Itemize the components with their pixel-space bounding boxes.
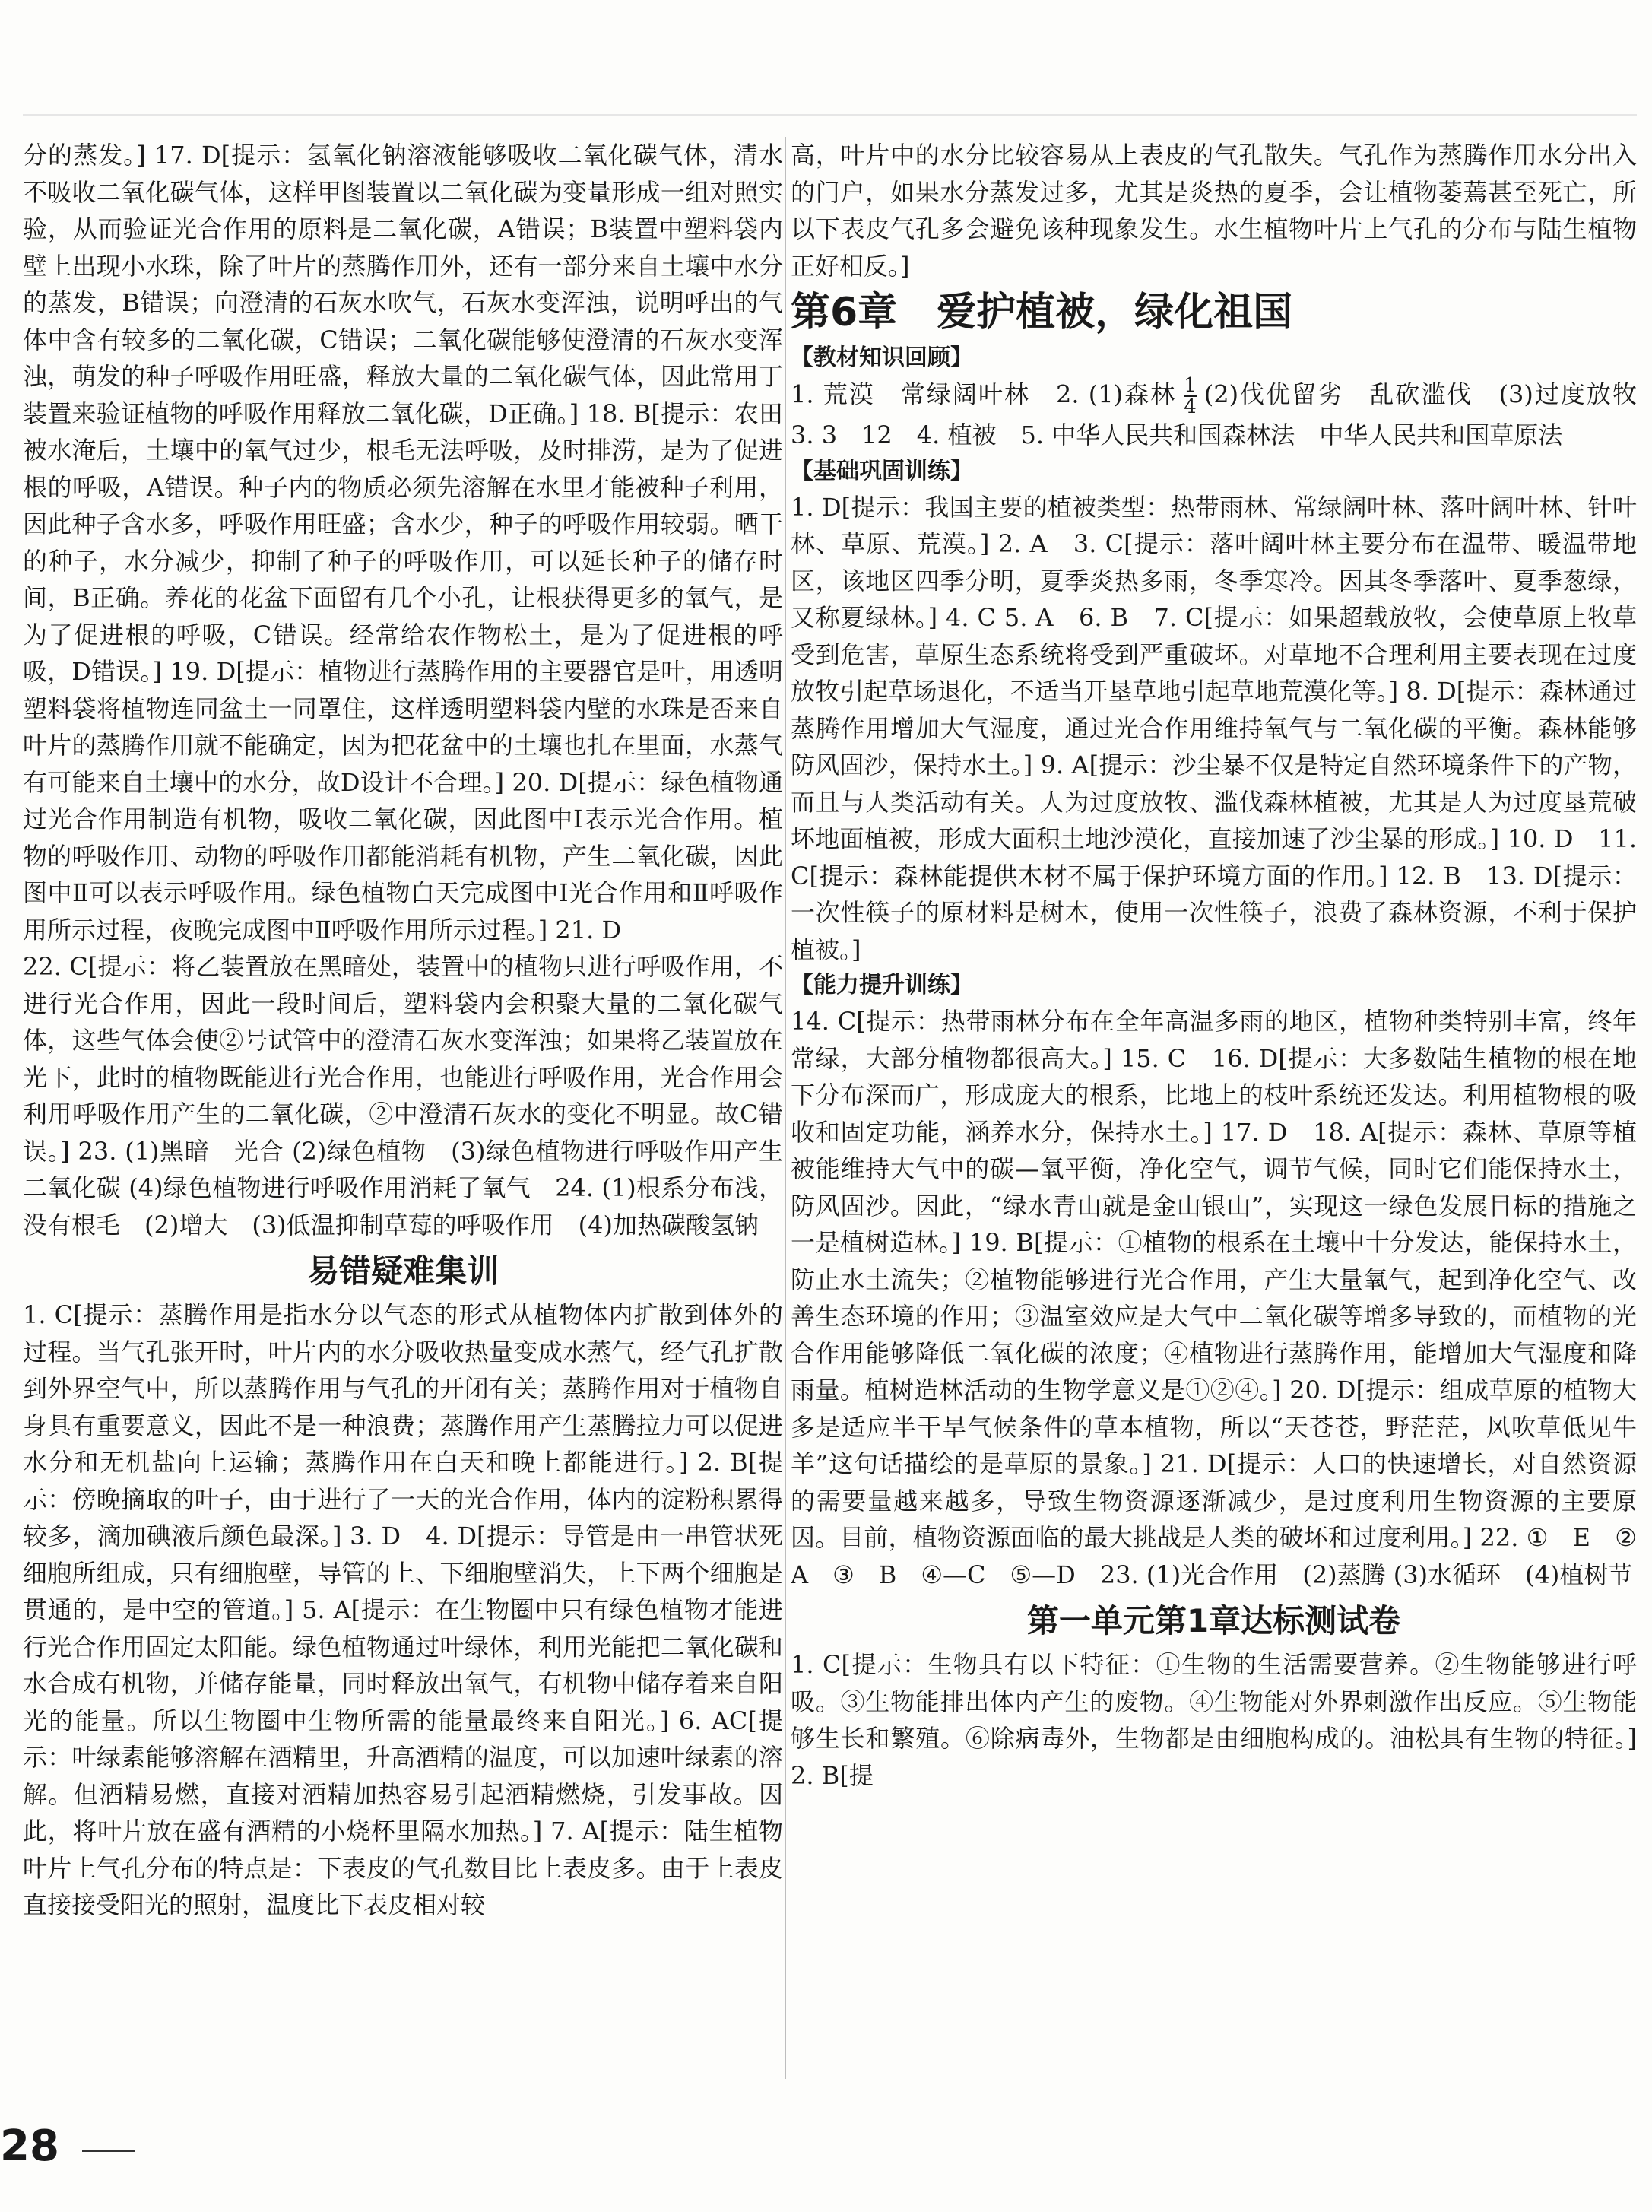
section-title-errors: 易错疑难集训 bbox=[306, 1252, 499, 1290]
subheading-advanced-training: 【能力提升训练】 bbox=[791, 972, 973, 998]
left-paragraph-1: 分的蒸发。] 17. D[提示：氢氧化钠溶液能够吸收二氧化碳气体，清水不吸收二氧化碳气体，这样甲图装置以二氧化碳为变量形成一组对照实验，从而验证光合作用的原料是二氧化碳，A错误；B装置中塑料袋内壁上出现小水珠，除了叶片的蒸腾作用外，还有一部分来自土壤中水分的蒸发，B错误；向澄清的石灰水吹气，石灰水变浑浊，说明呼出的气体中含有较多的二氧化碳，C错误；二氧化碳能够使澄清的石灰水变浑浊，萌发的种子呼吸作用旺盛，释放大量的二氧化碳气体，因此常用丁装置来验证植物的呼吸作用释放二氧化碳，D正确。] 18. B[提示：农田被水淹后，土壤中的氧气过少，根毛无法呼吸，及时排涝，是为了促进根的呼吸，A错误。种子内的物质必须先溶解在水里才能被种子利用，因此种子含水多，呼吸作用旺盛；含水少，种子的呼吸作用较弱。晒干的种子，水分减少，抑制了种子的呼吸作用，可以延长种子的储存时间，B正确。养花的花盆下面留有几个小孔，让根获得更多的氧气，是为了促进根的呼吸，C错误。经常给农作物松土，是为了促进根的呼吸，D错误。] 19. D[提示：植物进行蒸腾作用的主要器官是叶，用透明塑料袋将植物连同盆土一同罩住，这样透明塑料袋内壁的水珠是否来自叶片的蒸腾作用就不能确定，因为把花盆中的土壤也扎在里面，水蒸气有可能来自土壤中的水分，故D设计不合理。] 20. D[提示：绿色植物通过光合作用制造有机物，吸收二氧化碳，因此图中Ⅰ表示光合作用。植物的呼吸作用、动物的呼吸作用都能消耗有机物，产生二氧化碳，因此图中Ⅱ可以表示呼吸作用。绿色植物白天完成图中Ⅰ光合作用和Ⅱ呼吸作用所示过程，夜晚完成图中Ⅱ呼吸作用所示过程。] 21. D bbox=[23, 141, 783, 944]
left-column bbox=[23, 137, 783, 2079]
right-column bbox=[791, 137, 1637, 2079]
answer-text-b: (2)伐优留劣 乱砍滥伐 (3)过度放牧 3. 3 12 4. 植被 5. 中华人民共和国森林法 中华人民共和国草原法 bbox=[791, 379, 1637, 449]
right-paragraph-3: 1. D[提示：我国主要的植被类型：热带雨林、常绿阔叶林、落叶阔叶林、针叶林、草原、荒漠。] 2. A 3. C[提示：落叶阔叶林主要分布在温带、暖温带地区，该地区四季分明，夏季炎热多雨，冬季寒冷。因其冬季落叶、夏季葱绿，又称夏绿林。] 4. C 5. A 6. B 7. C[提示：如果超载放牧，会使草原上牧草受到危害，草原生态系统将受到严重破坏。对草地不合理利用主要表现在过度放牧引起草场退化，不适当开垦草地引起草地荒漠化等。] 8. D[提示：森林通过蒸腾作用增加大气湿度，通过光合作用维持氧气与二氧化碳的平衡。森林能够防风固沙，保持水土。] 9. A[提示：沙尘暴不仅是特定自然环境条件下的产物，而且与人类活动有关。人为过度放牧、滥伐森林植被，尤其是人为过度垦荒破坏地面植被，形成大面积土地沙漠化，直接加速了沙尘暴的形成。] 10. D 11. C[提示：森林能提供木材不属于保护环境方面的作用。] 12. B 13. D[提示：一次性筷子的原材料是树木，使用一次性筷子，浪费了森林资源，不利于保护植被。] bbox=[791, 492, 1637, 964]
right-paragraph-2 bbox=[791, 376, 1637, 454]
subheading-basic-training: 【基础巩固训练】 bbox=[791, 457, 973, 484]
page-number-dash bbox=[82, 2150, 135, 2152]
subheading-textbook-review: 【教材知识回顾】 bbox=[791, 344, 973, 371]
right-paragraph-5: 1. C[提示：生物具有以下特征：①生物的生活需要营养。②生物能够进行呼吸。③生物能排出体内产生的废物。④生物能对外界刺激作出反应。⑤生物能够生长和繁殖。⑥除病毒外，生物都是由细胞构成的。油松具有生物的特征。] 2. B[提 bbox=[791, 1650, 1637, 1790]
right-paragraph-4: 14. C[提示：热带雨林分布在全年高温多雨的地区，植物种类特别丰富，终年常绿，大部分植物都很高大。] 15. C 16. D[提示：大多数陆生植物的根在地下分布深而广，形成庞大的根系，比地上的枝叶系统还发达。利用植物根的吸收和固定功能，涵养水分，保持水土。] 17. D 18. A[提示：森林、草原等植被能维持大气中的碳—氧平衡，净化空气，调节气候，同时它们能保持水土，防风固沙。因此，“绿水青山就是金山银山”，实现这一绿色发展目标的措施之一是植树造林。] 19. B[提示：①植物的根系在土壤中十分发达，能保持水土，防止水土流失；②植物能够进行光合作用，产生大量氧气，起到净化空气、改善生态环境的作用；③温室效应是大气中二氧化碳等增多导致的，而植物的光合作用能够降低二氧化碳的浓度；④植物进行蒸腾作用，能增加大气湿度和降雨量。植树造林活动的生物学意义是①②④。] 20. D[提示：组成草原的植物大多是适应半干旱气候条件的草本植物，所以“天苍苍，野茫茫，风吹草低见牛羊”这句话描绘的是草原的景象。] 21. D[提示：人口的快速增长，对自然资源的需要量越来越多，导致生物资源逐渐减少，是过度利用生物资源的主要原因。目前，植物资源面临的最大挑战是人类的破坏和过度利用。] 22. ① E ② A ③ B ④—C ⑤—D 23. (1)光合作用 (2)蒸腾 (3)水循环 (4)植树节 bbox=[791, 1007, 1637, 1589]
fraction-numerator: 1 bbox=[1184, 374, 1197, 397]
fraction-denominator: 4 bbox=[1184, 395, 1197, 418]
left-paragraph-3: 1. C[提示：蒸腾作用是指水分以气态的形式从植物体内扩散到体外的过程。当气孔张开时，叶片内的水分吸收热量变成水蒸气，经气孔扩散到外界空气中，所以蒸腾作用与气孔的开闭有关；蒸腾作用对于植物自身具有重要意义，因此不是一种浪费；蒸腾作用产生蒸腾拉力可以促进水分和无机盐向上运输；蒸腾作用在白天和晚上都能进行。] 2. B[提示：傍晚摘取的叶子，由于进行了一天的光合作用，体内的淀粉积累得较多，滴加碘液后颜色最深。] 3. D 4. D[提示：导管是由一串管状死细胞所组成，只有细胞壁，导管的上、下细胞壁消失，上下两个细胞是贯通的，是中空的管道。] 5. A[提示：在生物圈中只有绿色植物才能进行光合作用固定太阳能。绿色植物通过叶绿体，利用光能把二氧化碳和水合成有机物，并储存能量，同时释放出氧气，有机物中储存着来自阳光的能量。所以生物圈中生物所需的能量最终来自阳光。] 6. AC[提示：叶绿素能够溶解在酒精里，升高酒精的温度，可以加速叶绿素的溶解。但酒精易燃，直接对酒精加热容易引起酒精燃烧，引发事故。因此，将叶片放在盛有酒精的小烧杯里隔水加热。] 7. A[提示：陆生植物叶片上气孔分布的特点是：下表皮的气孔数目比上表皮多。由于上表皮直接接受阳光的照射，温度比下表皮相对较 bbox=[23, 1300, 783, 1919]
left-paragraph-2: 22. C[提示：将乙装置放在黑暗处，装置中的植物只进行呼吸作用，不进行光合作用，因此一段时间后，塑料袋内会积聚大量的二氧化碳气体，这些气体会使②号试管中的澄清石灰水变浑浊；如果将乙装置放在光下，此时的植物既能进行光合作用，也能进行呼吸作用，光合作用会利用呼吸作用产生的二氧化碳，②中澄清石灰水的变化不明显。故C错误。] 23. (1)黑暗 光合 (2)绿色植物 (3)绿色植物进行呼吸作用产生二氧化碳 (4)绿色植物进行呼吸作用消耗了氧气 24. (1)根系分布浅，没有根毛 (2)增大 (3)低温抑制草莓的呼吸作用 (4)加热碳酸氢钠 bbox=[23, 952, 783, 1239]
right-paragraph-1: 高，叶片中的水分比较容易从上表皮的气孔散失。气孔作为蒸腾作用水分出入的门户，如果水分蒸发过多，尤其是炎热的夏季，会让植物萎蔫甚至死亡，所以下表皮气孔多会避免该种现象发生。水生植物叶片上气孔的分布与陆生植物正好相反。] bbox=[791, 141, 1637, 281]
answer-text-a: 1. 荒漠 常绿阔叶林 2. (1)森林 bbox=[791, 379, 1177, 409]
page-number: 28 bbox=[0, 2122, 59, 2171]
chapter-title: 第6章 爱护植被，绿化祖国 bbox=[791, 290, 1293, 335]
column-divider bbox=[785, 137, 786, 2079]
fraction bbox=[1184, 376, 1197, 417]
top-rule bbox=[23, 114, 1637, 116]
section-title-unit-test: 第一单元第1章达标测试卷 bbox=[1026, 1602, 1401, 1639]
